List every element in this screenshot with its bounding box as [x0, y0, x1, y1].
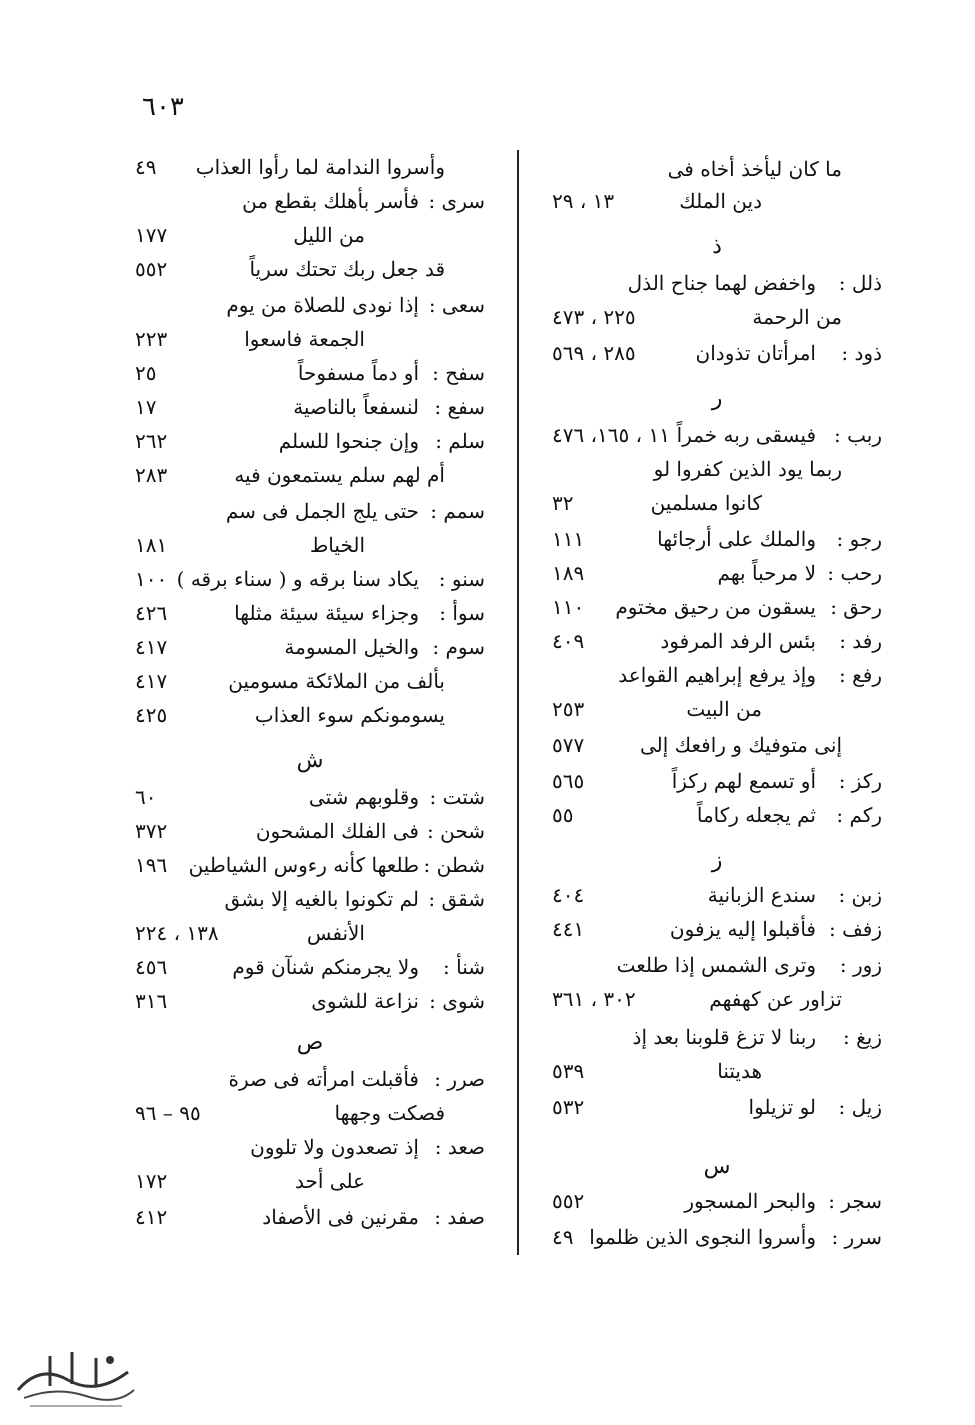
- index-entry: [135, 184, 485, 218]
- entry-quote: والخيل المسومة: [284, 635, 419, 659]
- index-entry: [552, 486, 882, 520]
- entry-quote: من الليل: [293, 223, 365, 247]
- index-entry: [552, 452, 882, 486]
- entry-root: زفف :: [828, 917, 882, 941]
- entry-root: سنو :: [438, 567, 485, 591]
- index-entry: [135, 814, 485, 848]
- index-entry: [552, 1020, 882, 1054]
- entry-quote: والبحر المسجور: [684, 1189, 816, 1213]
- entry-root: شتت :: [429, 785, 485, 809]
- index-entry: [135, 252, 485, 286]
- entry-page-refs: ٤١٧: [135, 635, 168, 659]
- entry-quote: ثم يجعله ركاماً: [696, 803, 816, 827]
- index-entry: [552, 522, 882, 556]
- index-entry: [135, 848, 485, 882]
- entry-root: ركم :: [836, 803, 882, 827]
- entry-quote: الخياط: [309, 533, 365, 557]
- entry-root: ركز :: [838, 769, 882, 793]
- entry-root: صرر :: [434, 1067, 485, 1091]
- entry-page-refs: ١٧٧: [135, 223, 168, 247]
- entry-quote: حتى يلج الجمل فى سم: [225, 499, 419, 523]
- entry-quote: فيسقى ربه خمراً: [676, 423, 816, 447]
- entry-quote: أو دماً مسفوحاً: [297, 361, 419, 385]
- index-entry: [135, 1096, 485, 1130]
- index-entry: [135, 1200, 485, 1234]
- entry-quote: كانوا مسلمين: [650, 491, 762, 515]
- section-letter: س: [703, 1154, 731, 1179]
- entry-page-refs: ٢٨٥ ، ٥٦٩: [552, 341, 636, 365]
- index-entry: [135, 698, 485, 732]
- entry-page-refs: ١١٠: [552, 595, 585, 619]
- entry-quote: بألف من الملائكة مسومين: [228, 669, 445, 693]
- index-entry: [552, 1090, 882, 1124]
- index-entry: [135, 882, 485, 916]
- entry-root: سرى :: [428, 189, 485, 213]
- index-entry: [135, 424, 485, 458]
- entry-quote: إذ تصعدون ولا تلوون: [250, 1135, 419, 1159]
- entry-root: شوى :: [429, 989, 485, 1013]
- entry-quote: وقلوبهم شتى: [308, 785, 419, 809]
- index-entry: [552, 948, 882, 982]
- entry-quote: لم تكونوا بالغيه إلا بشق: [224, 887, 419, 911]
- section-letter: ص: [296, 1030, 324, 1055]
- entry-page-refs: ٥٣٢: [552, 1095, 585, 1119]
- section-letter: ذ: [712, 234, 722, 259]
- index-entry: [135, 390, 485, 424]
- entry-root: سوأ :: [439, 601, 485, 625]
- entry-root: رفد :: [839, 629, 882, 653]
- index-entry: [552, 300, 882, 334]
- entry-page-refs: ٦٠: [135, 785, 157, 809]
- entry-page-refs: ٥٣٩: [552, 1059, 585, 1083]
- entry-page-refs: ١٨٩: [552, 561, 585, 585]
- entry-root: سعى :: [428, 293, 485, 317]
- entry-page-refs: ٢٨٣: [135, 463, 168, 487]
- index-entry: [135, 322, 485, 356]
- section-letter: ر: [711, 386, 723, 411]
- entry-quote: فأسر بأهلك بقطع من: [242, 189, 419, 213]
- index-entry: [135, 916, 485, 950]
- entry-root: شحن :: [427, 819, 485, 843]
- column-divider: [517, 150, 519, 1255]
- entry-page-refs: ٤٩: [135, 155, 157, 179]
- index-entry: [552, 1184, 882, 1218]
- entry-root: شنأ :: [443, 955, 485, 979]
- entry-page-refs: ١٧: [135, 395, 157, 419]
- entry-root: شقق :: [428, 887, 485, 911]
- entry-quote: فى الفلك المشحون: [255, 819, 419, 843]
- entry-quote: ما كان ليأخذ أخاه فى: [667, 157, 842, 181]
- entry-quote: أو تسمع لهم ركزاً: [671, 769, 816, 793]
- index-entry: [552, 692, 882, 726]
- entry-page-refs: ٥٥: [552, 803, 574, 827]
- index-entry: [135, 1062, 485, 1096]
- index-entry: [135, 458, 485, 492]
- entry-quote: واخفض لهما جناح الذل: [627, 271, 816, 295]
- entry-quote: ربما يود الذين كفروا لو: [653, 457, 842, 481]
- index-entry: [135, 1130, 485, 1164]
- index-entry: [552, 764, 882, 798]
- entry-page-refs: ٢٢٣: [135, 327, 168, 351]
- entry-page-refs: ١٧٢: [135, 1169, 168, 1193]
- section-letter: ش: [296, 748, 324, 773]
- entry-quote: وترى الشمس إذا طلعت: [616, 953, 816, 977]
- index-entry: [135, 950, 485, 984]
- entry-page-refs: ٣٢: [552, 491, 574, 515]
- index-entry: [135, 596, 485, 630]
- index-entry: [552, 152, 882, 186]
- entry-root: زبن :: [838, 883, 882, 907]
- entry-page-refs: ٣١٦: [135, 989, 168, 1013]
- entry-quote: تزاور عن كهفهم: [709, 987, 842, 1011]
- index-entry: [135, 780, 485, 814]
- entry-quote: مقرنين فى الأصفاد: [262, 1205, 419, 1229]
- entry-page-refs: ٢٥٣: [552, 697, 585, 721]
- index-column-left: [135, 150, 485, 1260]
- entry-quote: يسومونكم سوء العذاب: [254, 703, 445, 727]
- entry-quote: وجزاء سيئة سيئة مثلها: [234, 601, 419, 625]
- entry-quote: ولا يجرمنكم شنآن قوم: [232, 955, 419, 979]
- entry-page-refs: ٣٧٢: [135, 819, 168, 843]
- entry-root: سفع :: [434, 395, 485, 419]
- entry-root: زور :: [839, 953, 882, 977]
- index-entry: [552, 878, 882, 912]
- index-entry: [552, 556, 882, 590]
- entry-root: زيل :: [838, 1095, 882, 1119]
- library-stamp-logo: [10, 1336, 140, 1412]
- entry-quote: امرأتان تذودان: [695, 341, 816, 365]
- entry-page-refs: ١١١: [552, 527, 585, 551]
- entry-page-refs: ٥٧٧: [552, 733, 585, 757]
- entry-quote: فأقبلت امرأته فى صرة: [228, 1067, 419, 1091]
- index-column-right: [552, 150, 882, 1260]
- entry-root: سمم :: [430, 499, 485, 523]
- entry-quote: لنسفعاً بالناصية: [293, 395, 419, 419]
- entry-quote: وإن جنحوا للسلم: [278, 429, 419, 453]
- index-entry: [135, 356, 485, 390]
- index-entry: [135, 1164, 485, 1198]
- entry-page-refs: ١٩٦: [135, 853, 168, 877]
- index-entry: [135, 494, 485, 528]
- entry-root: سوم :: [432, 635, 485, 659]
- entry-quote: وإذ يرفع إبراهيم القواعد: [618, 663, 816, 687]
- entry-root: رفع :: [839, 663, 882, 687]
- entry-quote: دين الملك: [679, 189, 762, 213]
- entry-page-refs: ٤٠٤: [552, 883, 585, 907]
- entry-root: شطن :: [423, 853, 485, 877]
- entry-quote: الجمعة فاسعوا: [244, 327, 365, 351]
- entry-quote: على أحد: [295, 1169, 365, 1193]
- index-entry: [135, 218, 485, 252]
- entry-quote: فصكت وجهها: [334, 1101, 445, 1125]
- section-letter: ز: [711, 848, 723, 873]
- index-entry: [135, 664, 485, 698]
- entry-quote: لو تزيلوا: [748, 1095, 816, 1119]
- entry-page-refs: ٤٤١: [552, 917, 585, 941]
- entry-page-refs: ٥٦٥: [552, 769, 585, 793]
- entry-quote: فأقبلوا إليه يزفون: [669, 917, 816, 941]
- entry-root: صفد :: [434, 1205, 485, 1229]
- entry-page-refs: ١٣ ، ٢٩: [552, 189, 615, 213]
- entry-page-refs: ٤٩: [552, 1225, 574, 1249]
- index-entry: [135, 562, 485, 596]
- entry-quote: والملك على أرجائها: [657, 527, 816, 551]
- index-entry: [552, 982, 882, 1016]
- index-entry: [552, 184, 882, 218]
- entry-quote: ربنا لا تزغ قلوبنا بعد إذ: [632, 1025, 816, 1049]
- index-entry: [135, 630, 485, 664]
- entry-page-refs: ٤٢٦: [135, 601, 168, 625]
- entry-quote: إذا نودى للصلاة من يوم: [226, 293, 419, 317]
- entry-page-refs: ١١ ، ١٦٥، ٤٧٦: [552, 423, 670, 447]
- entry-quote: طلعها كأنه رءوس الشياطين: [188, 853, 419, 877]
- entry-quote: الأنفس: [306, 921, 365, 945]
- index-entry: [135, 150, 485, 184]
- entry-page-refs: ١٨١: [135, 533, 168, 557]
- entry-root: ذلل :: [838, 271, 882, 295]
- entry-page-refs: ٤٥٦: [135, 955, 168, 979]
- entry-page-refs: ١٣٨ ، ٢٢٤: [135, 921, 219, 945]
- entry-root: رحب :: [827, 561, 882, 585]
- entry-quote: من البيت: [686, 697, 762, 721]
- index-entry: [552, 658, 882, 692]
- entry-quote: بئس الرفد المرفود: [660, 629, 816, 653]
- index-entry: [552, 912, 882, 946]
- entry-page-refs: ٤١٧: [135, 669, 168, 693]
- index-entry: [552, 266, 882, 300]
- entry-root: سفح :: [432, 361, 485, 385]
- entry-page-refs: ١٠٠: [135, 567, 168, 591]
- entry-quote: وأسروا الندامة لما رأوا العذاب: [195, 155, 445, 179]
- entry-page-refs: ٥٥٢: [135, 257, 168, 281]
- entry-page-refs: ٥٥٢: [552, 1189, 585, 1213]
- entry-quote: إنى متوفيك و رافعك إلى: [639, 733, 842, 757]
- entry-quote: هديتنا: [717, 1059, 762, 1083]
- entry-quote: وأسروا النجوى الذين ظلموا: [589, 1225, 816, 1249]
- index-entry: [552, 1220, 882, 1254]
- entry-quote: قد جعل ربك تحتك سرياً: [249, 257, 445, 281]
- entry-root: ذود :: [841, 341, 882, 365]
- entry-page-refs: ٣٠٢ ، ٣٦١: [552, 987, 636, 1011]
- entry-page-refs: ٢٢٥ ، ٤٧٣: [552, 305, 636, 329]
- index-entry: [552, 418, 882, 452]
- entry-page-refs: ٤٠٩: [552, 629, 585, 653]
- entry-page-refs: ٤١٢: [135, 1205, 168, 1229]
- index-entry: [135, 288, 485, 322]
- entry-quote: لا مرحباً بهم: [717, 561, 816, 585]
- index-entry: [135, 528, 485, 562]
- index-entry: [552, 1054, 882, 1088]
- entry-page-refs: ٤٢٥: [135, 703, 168, 727]
- entry-page-refs: ٢٦٢: [135, 429, 168, 453]
- entry-root: رجو :: [836, 527, 882, 551]
- entry-root: رحق :: [830, 595, 882, 619]
- entry-root: سلم :: [435, 429, 485, 453]
- entry-page-refs: ٩٥ – ٩٦: [135, 1101, 201, 1125]
- entry-quote: سندع الزبانية: [707, 883, 816, 907]
- index-entry: [552, 798, 882, 832]
- page-number: ٦٠٣: [142, 92, 184, 122]
- entry-root: زيغ :: [843, 1025, 882, 1049]
- entry-quote: أم لهم سلم يستمعون فيه: [234, 463, 445, 487]
- entry-page-refs: ٢٥: [135, 361, 157, 385]
- entry-quote: نزاعة للشوى: [311, 989, 419, 1013]
- index-entry: [135, 984, 485, 1018]
- entry-root: سجر :: [828, 1189, 882, 1213]
- index-entry: [552, 590, 882, 624]
- index-entry: [552, 336, 882, 370]
- entry-quote: يسقون من رحيق مختوم: [615, 595, 816, 619]
- entry-root: سرر :: [831, 1225, 882, 1249]
- index-entry: [552, 624, 882, 658]
- entry-root: ربب :: [834, 423, 882, 447]
- entry-root: صعد :: [434, 1135, 485, 1159]
- entry-quote: يكاد سنا برقه و ( سناء برقه ): [176, 567, 419, 591]
- entry-quote: من الرحمة: [752, 305, 842, 329]
- index-entry: [552, 728, 882, 762]
